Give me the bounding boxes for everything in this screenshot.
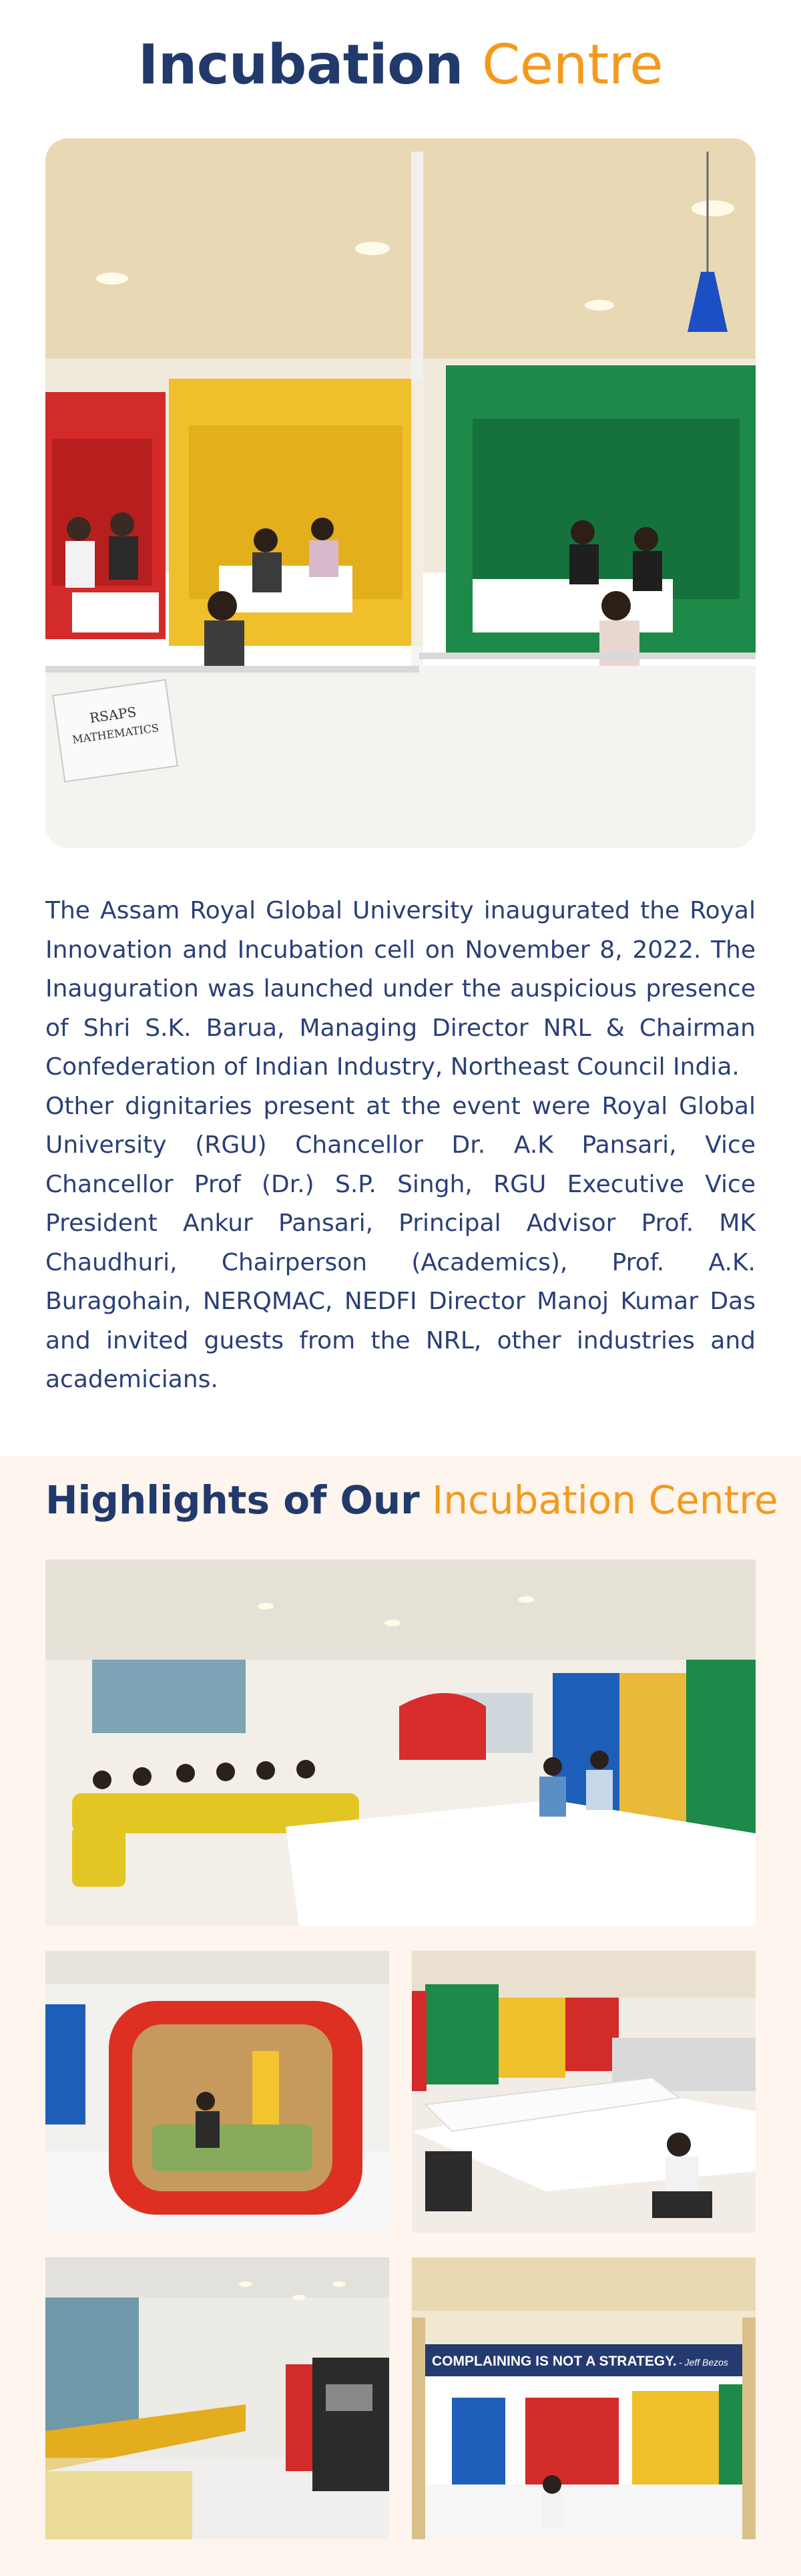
workstations-illustration xyxy=(412,1951,756,2233)
page-title xyxy=(0,33,801,97)
highlight-photo-lounge xyxy=(45,1559,756,1925)
highlights-title-primary: Highlights of Our xyxy=(45,1477,420,1523)
intro-text xyxy=(45,892,756,1400)
banner-text: COMPLAINING IS NOT A STRATEGY. xyxy=(432,2354,677,2369)
highlight-photo-corridor xyxy=(45,2257,389,2539)
hero-image xyxy=(45,138,756,848)
page-title-secondary: Centre xyxy=(481,33,663,97)
pod-illustration xyxy=(45,1951,389,2233)
highlight-photo-workstations xyxy=(412,1951,756,2233)
highlight-photo-banner xyxy=(412,2257,756,2539)
intro-paragraph-2: Other dignitaries present at the event were Royal Global University (RGU) Chancellor Dr. A.K Pansari, Vice Chancellor Prof (Dr.) S.P. Singh, RGU Executive Vice President Ankur Pansari, Principal Advisor Prof. MK Chaudhuri, Chairperson (Academics), Prof. A.K. Buragohain, NERQMAC, NEDFI Director Manoj Kumar Das and invited guests from the NRL, other industries and academicians. xyxy=(45,1092,756,1393)
highlight-photo-pod xyxy=(45,1951,389,2233)
banner-illustration xyxy=(412,2257,756,2539)
intro-paragraph-1: The Assam Royal Global University inaugurated the Royal Innovation and Incubation cell on November 8, 2022. The Inauguration was launched under the auspicious presence of Shri S.K. Barua, Managing Director NRL & Chairman Confederation of Indian Industry, Northeast Council India. xyxy=(45,897,756,1081)
lounge-illustration xyxy=(45,1559,756,1925)
sign-line2: MATHEMATICS xyxy=(71,721,160,747)
incubation-office-illustration xyxy=(45,138,756,848)
highlights-title xyxy=(45,1477,778,1523)
sign-line1: RSAPS xyxy=(88,703,138,727)
banner-author: - Jeff Bezos xyxy=(679,2357,728,2368)
highlights-title-secondary: Incubation Centre xyxy=(432,1477,778,1523)
corridor-illustration xyxy=(45,2257,389,2539)
page-title-primary: Incubation xyxy=(138,33,463,97)
